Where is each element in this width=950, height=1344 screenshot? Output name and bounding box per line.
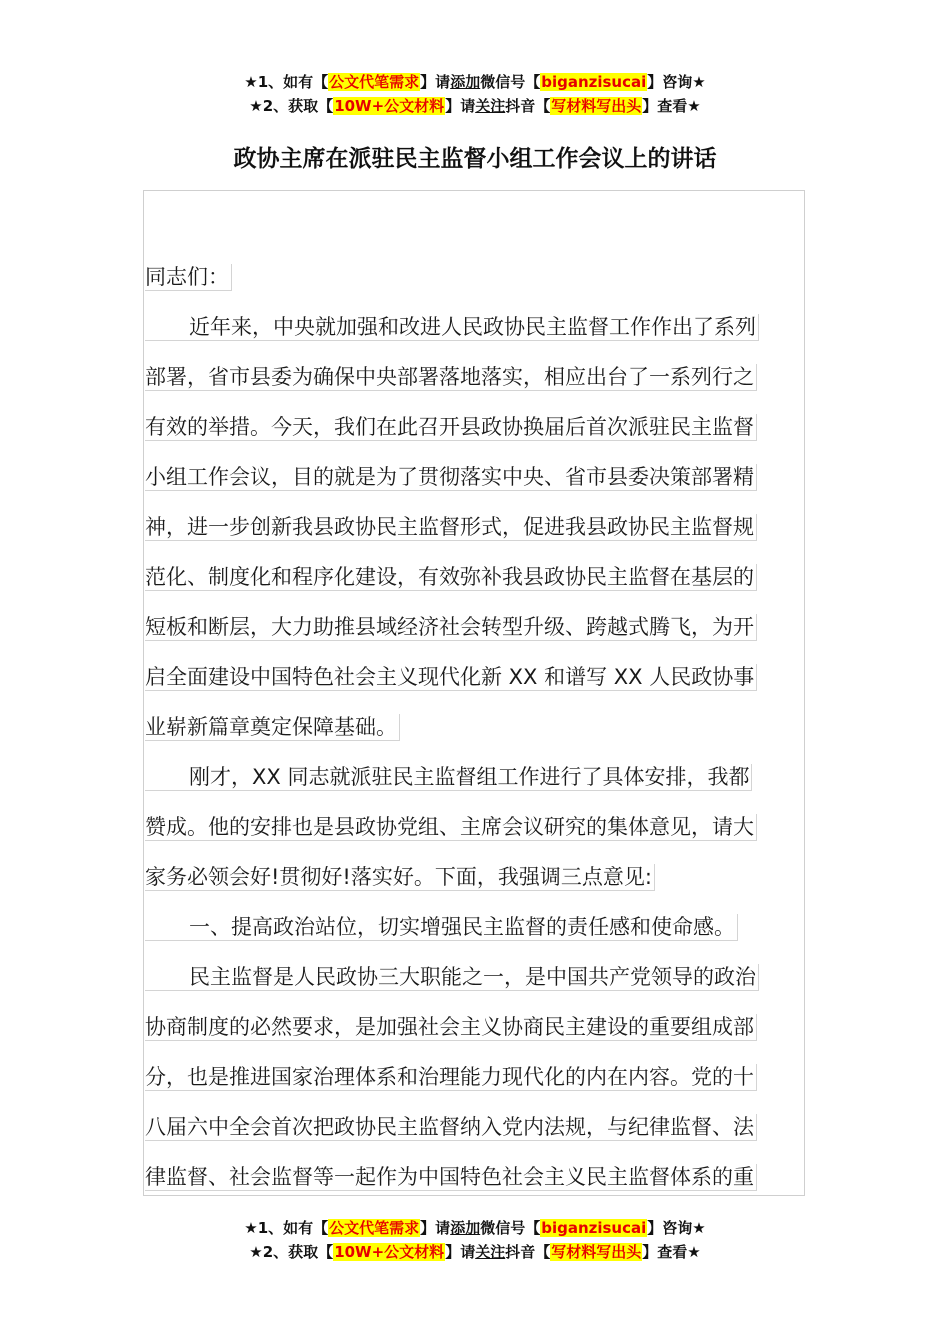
promo-line-1 — [0, 70, 950, 94]
text-line: 有效的举措。今天，我们在此召开县政协换届后首次派驻民主监督 — [145, 402, 795, 452]
text-line: 部署，省市县委为确保中央部署落地落实，相应出台了一系列行之 — [145, 352, 795, 402]
promo-text: ★1、如有【 — [244, 1219, 329, 1237]
text-line: 短板和断层，大力助推县域经济社会转型升级、跨越式腾飞，为开 — [145, 602, 795, 652]
text-line: 律监督、社会监督等一起作为中国特色社会主义民主监督体系的重 — [145, 1152, 795, 1202]
promo-emphasis: 关注 — [475, 1243, 506, 1261]
text-line: 民主监督是人民政协三大职能之一，是中国共产党领导的政治 — [145, 952, 795, 1002]
promo-text: 抖音【 — [505, 1243, 551, 1261]
promo-highlight: 写材料写出头 — [551, 97, 642, 115]
text-line: 家务必领会好!贯彻好!落实好。下面，我强调三点意见: — [145, 852, 795, 902]
promo-highlight: 公文代笔需求 — [329, 1219, 420, 1237]
text-line: 同志们： — [145, 252, 795, 302]
promo-text: 】请 — [445, 1243, 476, 1261]
text-line: 分，也是推进国家治理体系和治理能力现代化的内在内容。党的十 — [145, 1052, 795, 1102]
promo-text: 抖音【 — [505, 97, 551, 115]
promo-emphasis: 添加 — [450, 1219, 481, 1237]
promo-emphasis: 添加 — [450, 73, 481, 91]
promo-highlight: 公文代笔需求 — [329, 73, 420, 91]
text-line: 启全面建设中国特色社会主义现代化新 XX 和谱写 XX 人民政协事 — [145, 652, 795, 702]
text-line: 赞成。他的安排也是县政协党组、主席会议研究的集体意见，请大 — [145, 802, 795, 852]
text-line: 小组工作会议，目的就是为了贯彻落实中央、省市县委决策部署精 — [145, 452, 795, 502]
document-title: 政协主席在派驻民主监督小组工作会议上的讲话 — [233, 146, 717, 172]
text-line: 神，进一步创新我县政协民主监督形式，促进我县政协民主监督规 — [145, 502, 795, 552]
document-body — [145, 252, 795, 1202]
promo-text: 】请 — [420, 73, 451, 91]
text-line: 范化、制度化和程序化建设，有效弥补我县政协民主监督在基层的 — [145, 552, 795, 602]
promo-line-2 — [0, 1240, 950, 1264]
promo-text: 】请 — [420, 1219, 451, 1237]
text-line: 业崭新篇章奠定保障基础。 — [145, 702, 795, 752]
promo-text: 微信号【 — [480, 73, 541, 91]
promo-text: 】请 — [445, 97, 476, 115]
text-line: 协商制度的必然要求，是加强社会主义协商民主建设的重要组成部 — [145, 1002, 795, 1052]
text-line: 刚才，XX 同志就派驻民主监督组工作进行了具体安排，我都 — [145, 752, 795, 802]
promo-highlight: 10W+公文材料 — [334, 97, 445, 115]
text-line: 八届六中全会首次把政协民主监督纳入党内法规，与纪律监督、法 — [145, 1102, 795, 1152]
promo-emphasis: 关注 — [475, 97, 506, 115]
header-promo-banner — [0, 70, 950, 118]
promo-text: 】咨询★ — [647, 73, 706, 91]
promo-text: 微信号【 — [480, 1219, 541, 1237]
promo-highlight: 10W+公文材料 — [334, 1243, 445, 1261]
text-line: 近年来，中央就加强和改进人民政协民主监督工作作出了系列 — [145, 302, 795, 352]
promo-highlight: biganzisucai — [541, 1219, 647, 1237]
promo-text: ★2、获取【 — [249, 1243, 334, 1261]
promo-text: ★1、如有【 — [244, 73, 329, 91]
promo-highlight: biganzisucai — [541, 73, 647, 91]
promo-text: 】咨询★ — [647, 1219, 706, 1237]
promo-line-1 — [0, 1216, 950, 1240]
promo-highlight: 写材料写出头 — [551, 1243, 642, 1261]
promo-text: 】查看★ — [642, 1243, 701, 1261]
footer-promo-banner — [0, 1216, 950, 1264]
section-heading: 一、提高政治站位，切实增强民主监督的责任感和使命感。 — [145, 902, 795, 952]
promo-line-2 — [0, 94, 950, 118]
promo-text: ★2、获取【 — [249, 97, 334, 115]
promo-text: 】查看★ — [642, 97, 701, 115]
